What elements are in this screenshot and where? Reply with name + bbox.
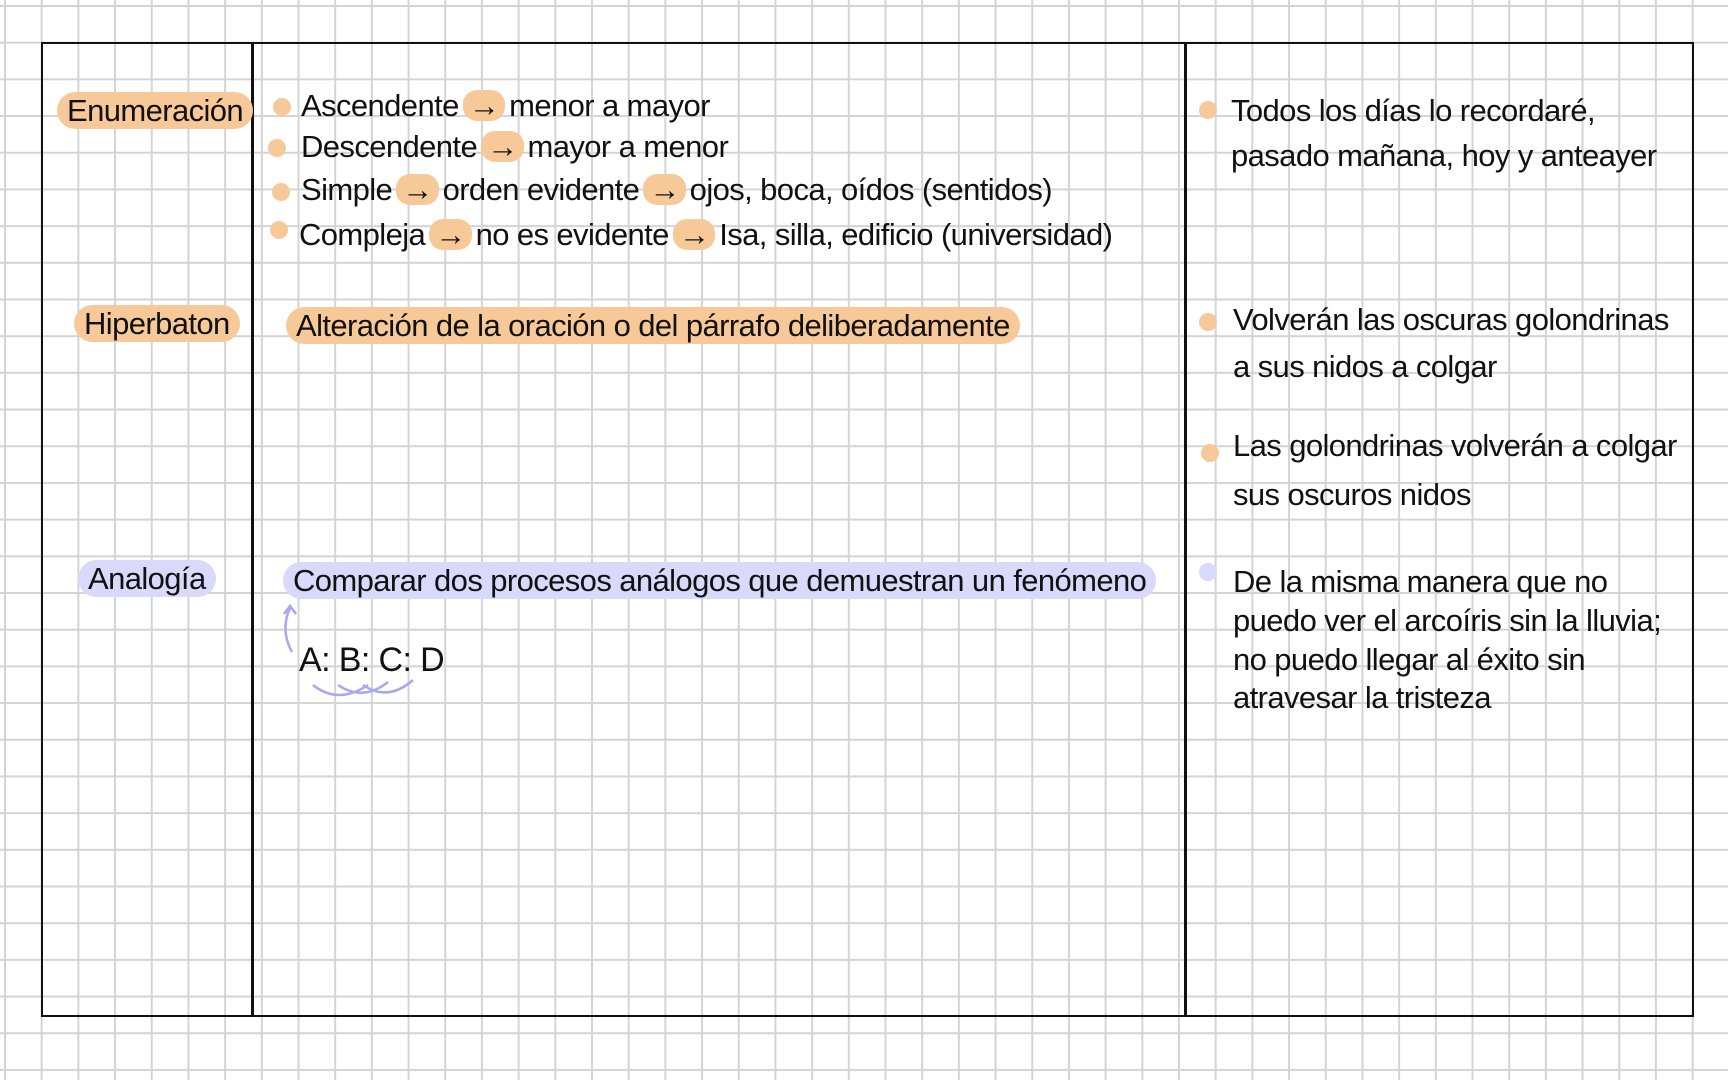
term-hiperbaton: Hiperbaton: [74, 305, 240, 342]
list-item: Compleja → no es evidente → Isa, silla, edificio (universidad): [299, 217, 1113, 252]
example-text: De la misma manera que no: [1233, 564, 1608, 599]
example-text: no puedo llegar al éxito sin: [1233, 642, 1586, 677]
bullet-icon: [270, 221, 288, 239]
example-text: atravesar la tristeza: [1233, 680, 1491, 715]
arrow-icon: →: [673, 219, 715, 250]
column-divider: [251, 42, 254, 1017]
bullet-icon: [1199, 313, 1217, 331]
bullet-icon: [272, 183, 290, 201]
example-text: Volverán las oscuras golondrinas: [1233, 302, 1669, 337]
analogy-formula: A: B: C: D: [299, 641, 445, 679]
bullet-icon: [1199, 101, 1217, 119]
list-item: Simple → orden evidente → ojos, boca, oídos (sentidos): [301, 172, 1052, 207]
term-analogia: Analogía: [78, 560, 216, 597]
bullet-icon: [268, 139, 286, 157]
bullet-icon: [273, 98, 291, 116]
term-enumeracion: Enumeración: [57, 92, 253, 129]
arrow-icon: →: [643, 174, 685, 205]
bullet-icon: [1201, 444, 1219, 462]
column-divider: [1184, 42, 1187, 1017]
example-text: sus oscuros nidos: [1233, 477, 1471, 512]
example-text: Todos los días lo recordaré,: [1231, 93, 1596, 128]
arrow-icon: →: [463, 90, 505, 121]
example-text: a sus nidos a colgar: [1233, 349, 1497, 384]
bullet-icon: [1199, 563, 1217, 581]
arrow-icon: →: [481, 131, 523, 162]
example-text: Las golondrinas volverán a colgar: [1233, 428, 1677, 463]
list-item: Ascendente → menor a mayor: [301, 88, 710, 123]
list-item: Descendente → mayor a menor: [301, 129, 729, 164]
example-text: puedo ver el arcoíris sin la lluvia;: [1233, 603, 1662, 638]
arrow-icon: →: [396, 174, 438, 205]
definition-analogia: Comparar dos procesos análogos que demuestran un fenómeno: [283, 562, 1156, 599]
arrow-icon: →: [429, 219, 471, 250]
definition-hiperbaton: Alteración de la oración o del párrafo deliberadamente: [286, 307, 1020, 344]
example-text: pasado mañana, hoy y anteayer: [1231, 138, 1657, 173]
